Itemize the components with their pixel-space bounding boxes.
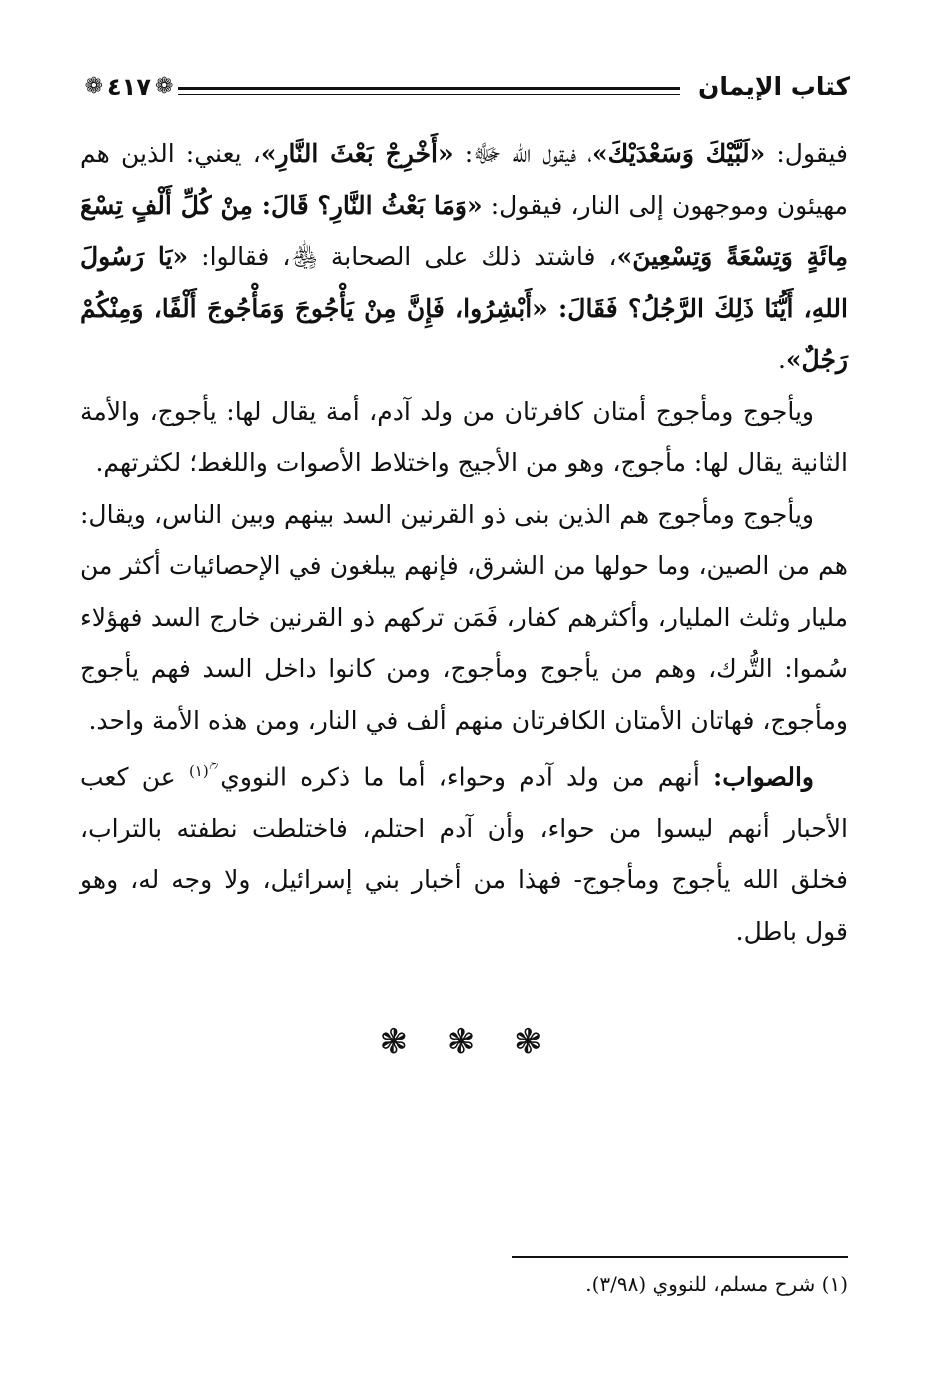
hadith-quote: «أَخْرِجْ بَعْثَ النَّارِ»: [260, 139, 454, 168]
page-number: ٤١٧: [107, 73, 151, 101]
text-run: .: [777, 345, 786, 374]
running-title: كتاب الإيمان: [697, 72, 850, 101]
text-run: عن كعب الأحبار أنهم ليسوا من حواء، وأن آدم احتلم، فاختلطت نطفته بالتراب، فخلق الله يأجوج ومأجوج- فهذا من أخبار بني إسرائيل، ولا وجه له، وهو قول باطل.: [80, 762, 848, 946]
page-number-badge: [84, 68, 174, 106]
footnote: (١) شرح مسلم، للنووي (٣/٩٨).: [585, 1272, 848, 1296]
text-run: ، فاشتد ذلك على الصحابة ﵃، فقالوا:: [188, 242, 617, 271]
footnote-rule: [512, 1256, 848, 1258]
ornament-icon: ❁: [154, 74, 174, 99]
page-header: [78, 60, 850, 116]
text-run: أنهم من ولد آدم وحواء، أما ما ذكره النووي ؒ: [208, 762, 714, 792]
hadith-quote: «وَمَا بَعْثُ النَّارِ؟ قَالَ: مِنْ كُلِّ أَلْفٍ تِسْعَ مِائَةٍ وَتِسْعَةً وَتِسْعِينَ»: [80, 190, 848, 271]
footnote-reference[interactable]: (١): [188, 762, 209, 780]
text-run: ، يعني: الذين هم مهيئون وموجهون إلى النار، فيقول:: [80, 139, 848, 220]
hadith-quote: «يَا رَسُولَ اللهِ، أَيُّنَا ذَلِكَ الرَّجُلُ؟ فَقَالَ: «أَبْشِرُوا، فَإِنَّ مِنْ يَأْجُوجَ وَمَأْجُوجَ أَلْفًا، وَمِنْكُمْ رَجُلٌ»: [80, 242, 848, 374]
header-rule-thin: [178, 94, 680, 95]
ornament-icon: ❁: [84, 74, 104, 99]
section-separator: ❃ ❃ ❃: [379, 1022, 557, 1062]
page-body: [80, 128, 848, 957]
text-run: فيقول:: [765, 139, 848, 168]
hadith-quote: «لَبَّيْكَ وَسَعْدَيْكَ»: [592, 139, 766, 168]
text-run: ، فيقول الله ﷻ:: [453, 139, 593, 168]
paragraph: [80, 746, 848, 957]
paragraph: [80, 128, 848, 386]
header-rule: [178, 87, 680, 90]
lead-term: والصواب:: [713, 762, 814, 792]
paragraph: ويأجوج ومأجوج أمتان كافرتان من ولد آدم، أمة يقال لها: يأجوج، والأمة الثانية يقال لها: مأجوج، وهو من الأجيج واختلاط الأصوات واللغط؛ لكثرتهم.: [80, 396, 848, 477]
paragraph: ويأجوج ومأجوج هم الذين بنى ذو القرنين السد بينهم وبين الناس، ويقال: هم من الصين، وما حولها من الشرق، فإنهم يبلغون في الإحصائيات أكثر من مليار وثلث المليار، وأكثرهم كفار، فَمَن تركهم ذو القرنين خارج السد فهؤلاء سُموا: التُّرك، وهم من يأجوج ومأجوج، ومن كانوا داخل السد فهم يأجوج ومأجوج، فهاتان الأمتان الكافرتان منهم ألف في النار، ومن هذه الأمة واحد.: [80, 499, 848, 735]
